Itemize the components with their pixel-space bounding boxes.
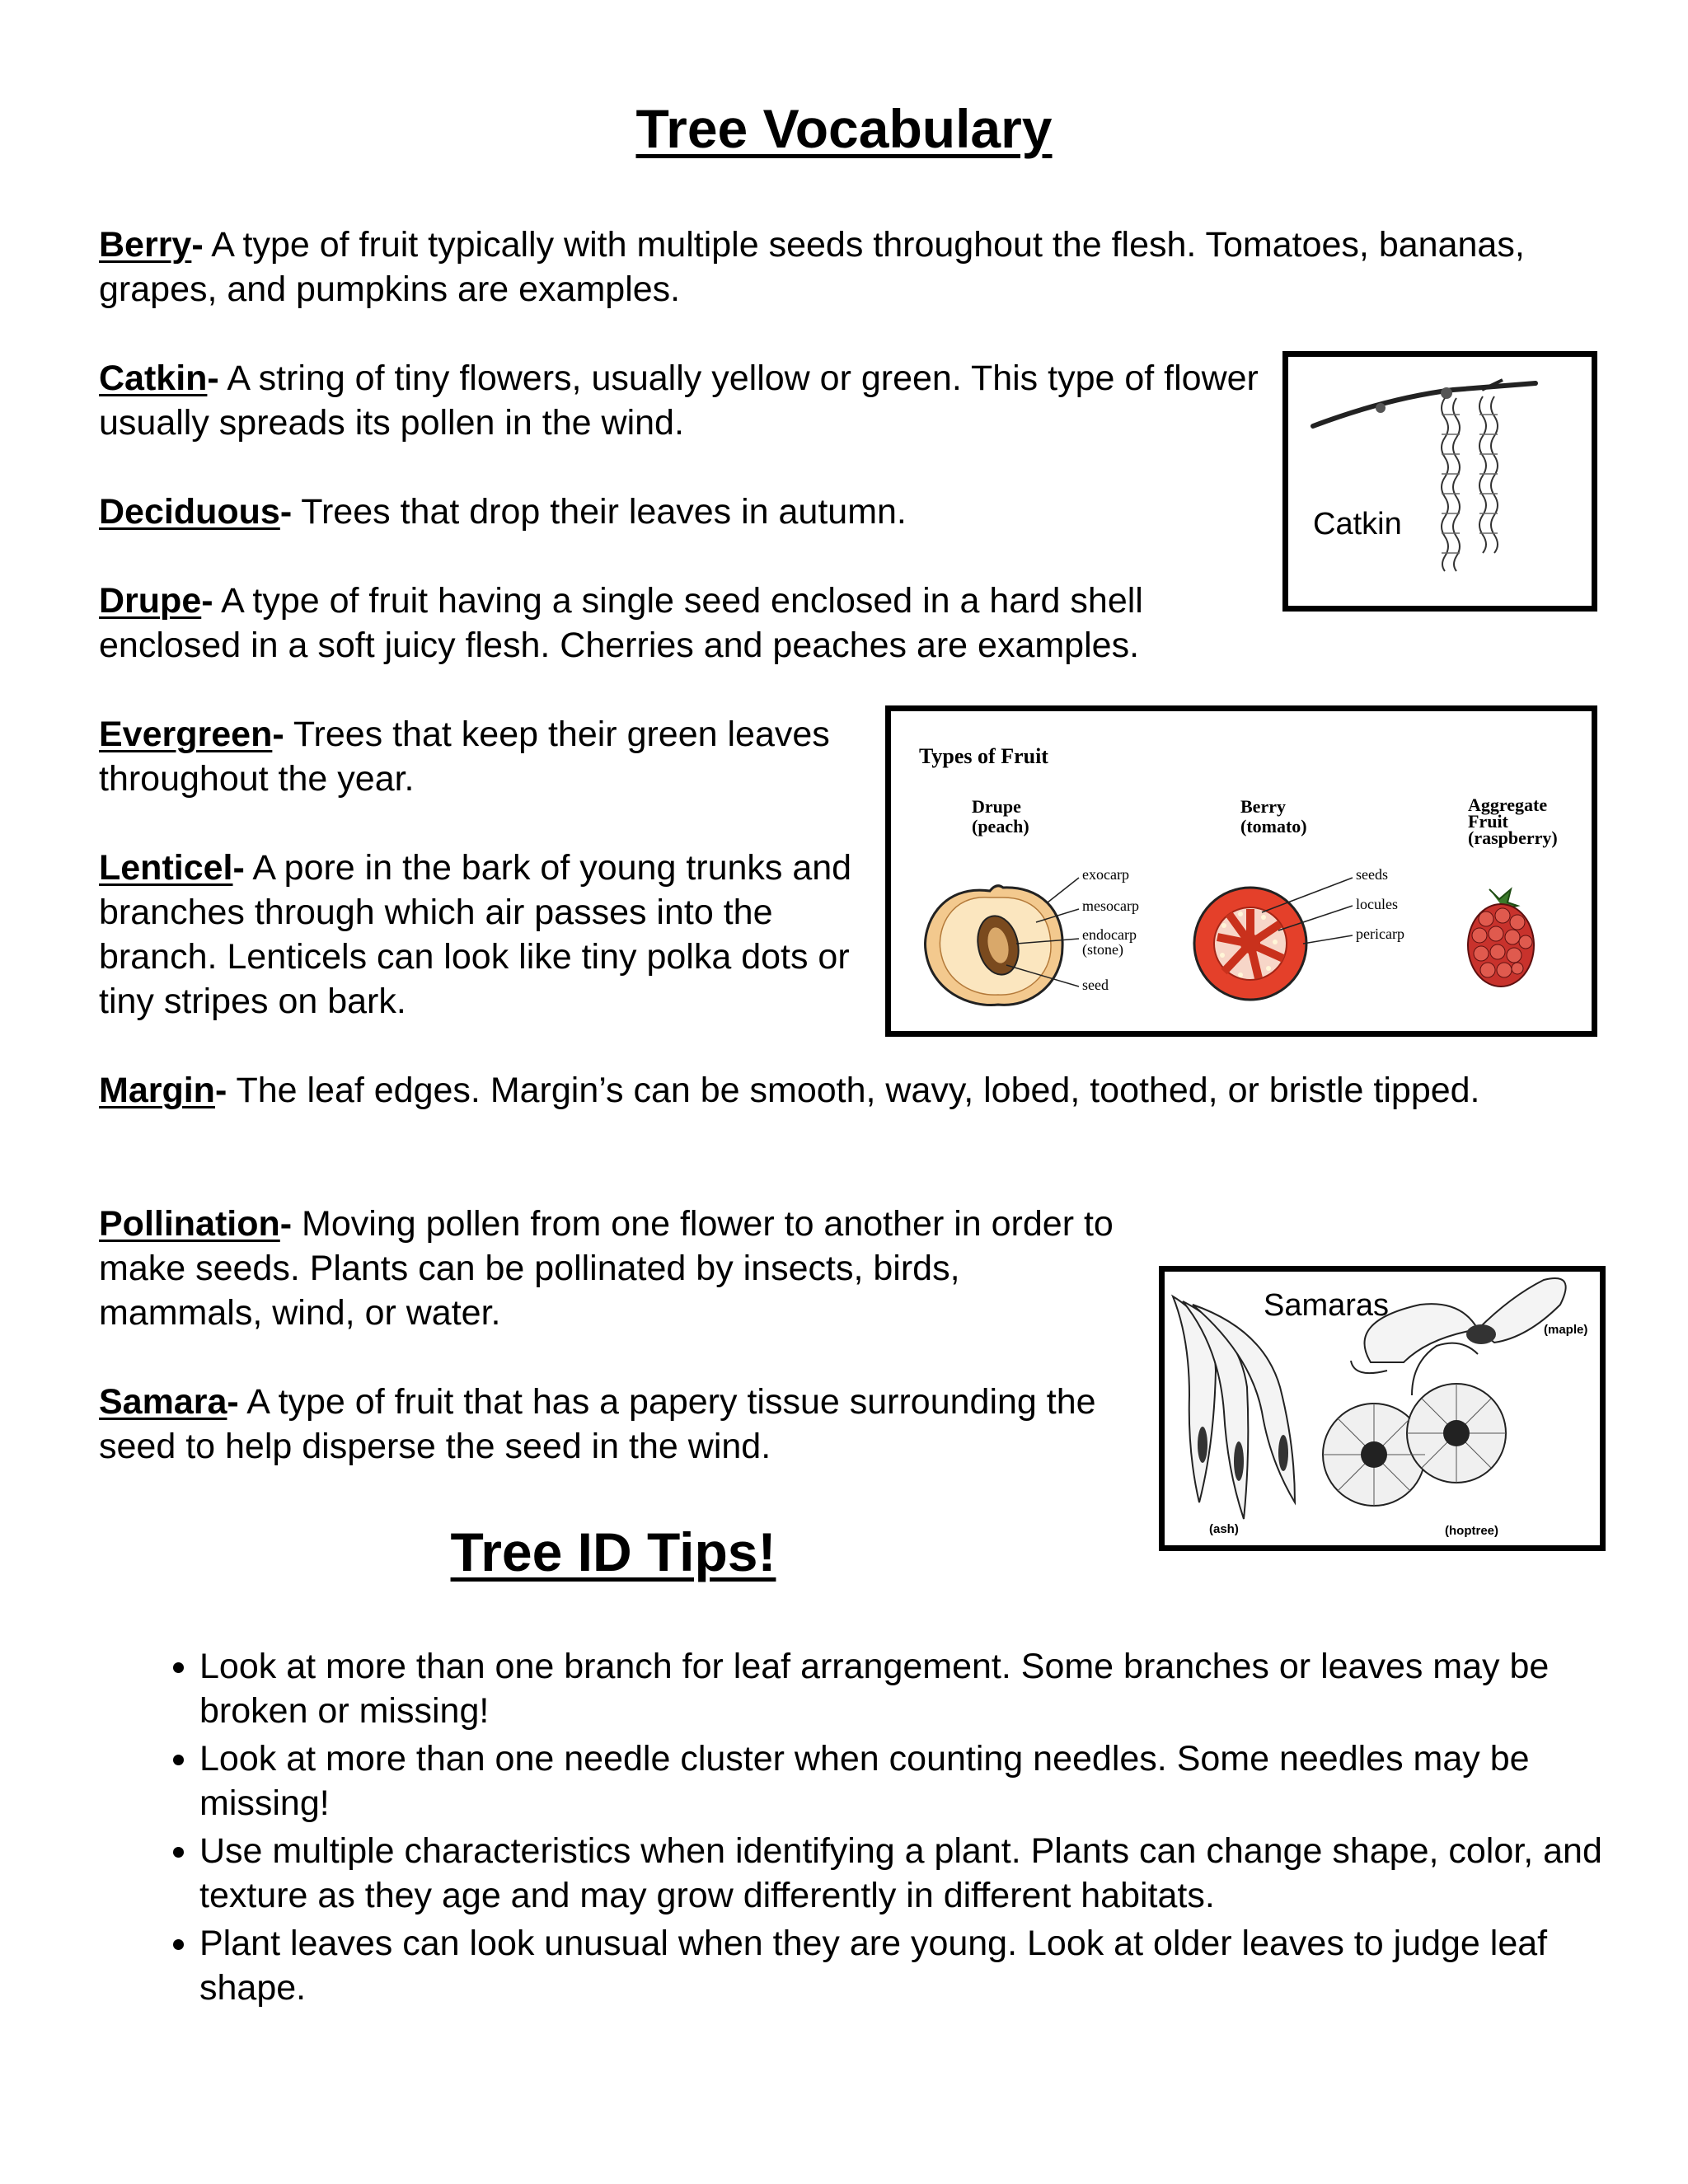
label-endocarp xyxy=(1082,927,1137,957)
samaras-label: Samaras xyxy=(1264,1288,1390,1323)
drupe-example: (peach) xyxy=(972,816,1029,837)
term-evergreen: Evergreen xyxy=(99,715,273,754)
tomato-drawing xyxy=(1194,888,1306,1000)
term-pollination: Pollination xyxy=(99,1204,280,1244)
definition-text: A pore in the bark of young trunks and branches through which air passes into the branch. Lenticels can look like tiny polka dots or tiny stripes on bark. xyxy=(99,848,852,1021)
fruit-illustrations xyxy=(891,711,1592,1031)
catkin-label: Catkin xyxy=(1313,507,1402,541)
hoptree-label: (hoptree) xyxy=(1445,1524,1498,1538)
tip-item: • Look at more than one branch for leaf arrangement. Some branches or leaves may be broken or missing! xyxy=(199,1644,1634,1733)
definition-text: Moving pollen from one flower to another in order to make seeds. Plants can be pollinated by insects, birds, mammals, wind, or water. xyxy=(99,1204,1114,1333)
definition-catkin: Catkin- A string of tiny flowers, usually yellow or green. This type of flower usually spreads its pollen in the wind. xyxy=(99,359,1259,443)
raspberry-drawing xyxy=(1468,889,1534,987)
ash-samaras xyxy=(1173,1296,1295,1519)
endocarp-text: endocarp xyxy=(1082,926,1137,943)
label-mesocarp: mesocarp xyxy=(1082,898,1139,914)
definition-evergreen: Evergreen- Trees that keep their green leaves throughout the year. xyxy=(99,715,830,799)
term-berry: Berry xyxy=(99,225,192,265)
label-seed: seed xyxy=(1082,977,1109,993)
tip-item: • Use multiple characteristics when identifying a plant. Plants can change shape, color, and texture as they age and may grow differently in different habitats. xyxy=(199,1829,1634,1918)
label-seeds: seeds xyxy=(1356,866,1388,883)
tip-item: • Look at more than one needle cluster when counting needles. Some needles may be missing! xyxy=(199,1736,1634,1825)
tips-list xyxy=(148,1644,1634,2013)
definition-pollination: Pollination- Moving pollen from one flower to another in order to make seeds. Plants can be pollinated by insects, birds, mammals, wind, or water. xyxy=(99,1204,1114,1333)
hoptree-samaras xyxy=(1323,1343,1506,1506)
definition-drupe: Drupe- A type of fruit having a single seed enclosed in a hard shell enclosed in a soft juicy flesh. Cherries and peaches are examples. xyxy=(99,581,1143,665)
tips-title: Tree ID Tips! xyxy=(450,1521,776,1582)
definition-text: Trees that keep their green leaves throughout the year. xyxy=(99,715,830,799)
definition-lenticel: Lenticel- A pore in the bark of young trunks and branches through which air passes into the branch. Lenticels can look like tiny polka dots or tiny stripes on bark. xyxy=(99,848,852,1021)
term-deciduous: Deciduous xyxy=(99,492,280,532)
berry-example: (tomato) xyxy=(1240,816,1307,837)
stone-text: (stone) xyxy=(1082,941,1123,958)
aggregate-name-2: Fruit xyxy=(1468,811,1508,832)
term-catkin: Catkin xyxy=(99,359,208,398)
aggregate-name: Aggregate xyxy=(1468,794,1548,815)
definition-text: The leaf edges. Margin’s can be smooth, wavy, lobed, toothed, or bristle tipped. xyxy=(227,1071,1480,1110)
catkin-figure xyxy=(1282,351,1597,612)
fruit-types-figure xyxy=(885,705,1597,1037)
tip-item: • Plant leaves can look unusual when they are young. Look at older leaves to judge leaf shape. xyxy=(199,1921,1634,2010)
definition-text: A type of fruit having a single seed enclosed in a hard shell enclosed in a soft juicy flesh. Cherries and peaches are examples. xyxy=(99,581,1143,665)
definition-deciduous: Deciduous- Trees that drop their leaves in autumn. xyxy=(99,492,907,532)
definition-margin: Margin- The leaf edges. Margin’s can be smooth, wavy, lobed, toothed, or bristle tipped. xyxy=(99,1071,1480,1110)
aggregate-example: (raspberry) xyxy=(1468,827,1558,848)
samaras-figure xyxy=(1159,1266,1606,1551)
ash-label: (ash) xyxy=(1209,1522,1239,1536)
definition-berry: Berry- A type of fruit typically with multiple seeds throughout the flesh. Tomatoes, bananas, grapes, and pumpkins are examples. xyxy=(99,225,1525,309)
definition-text: A string of tiny flowers, usually yellow or green. This type of flower usually spreads its pollen in the wind. xyxy=(99,359,1259,443)
definition-text: A type of fruit that has a papery tissue surrounding the seed to help disperse the seed in the wind. xyxy=(99,1382,1096,1466)
label-pericarp: pericarp xyxy=(1356,926,1404,942)
samaras-illustration xyxy=(1165,1272,1600,1545)
definition-samara: Samara- A type of fruit that has a papery tissue surrounding the seed to help disperse the seed in the wind. xyxy=(99,1382,1096,1466)
term-samara: Samara xyxy=(99,1382,227,1422)
term-margin: Margin xyxy=(99,1071,215,1110)
peach-drawing xyxy=(926,886,1063,1005)
term-lenticel: Lenticel xyxy=(99,848,233,888)
term-drupe: Drupe xyxy=(99,581,202,621)
definition-text: A type of fruit typically with multiple seeds throughout the flesh. Tomatoes, bananas, grapes, and pumpkins are examples. xyxy=(99,225,1525,309)
maple-label: (maple) xyxy=(1544,1323,1588,1337)
fruit-figure-title: Types of Fruit xyxy=(919,744,1048,768)
catkin-illustration xyxy=(1288,357,1592,606)
maple-samara xyxy=(1351,1278,1566,1373)
berry-name: Berry xyxy=(1240,796,1286,817)
label-exocarp: exocarp xyxy=(1082,866,1129,883)
page-title: Tree Vocabulary xyxy=(635,98,1053,159)
definition-text: Trees that drop their leaves in autumn. xyxy=(292,492,907,532)
drupe-name: Drupe xyxy=(972,796,1021,817)
label-locules: locules xyxy=(1356,896,1398,912)
